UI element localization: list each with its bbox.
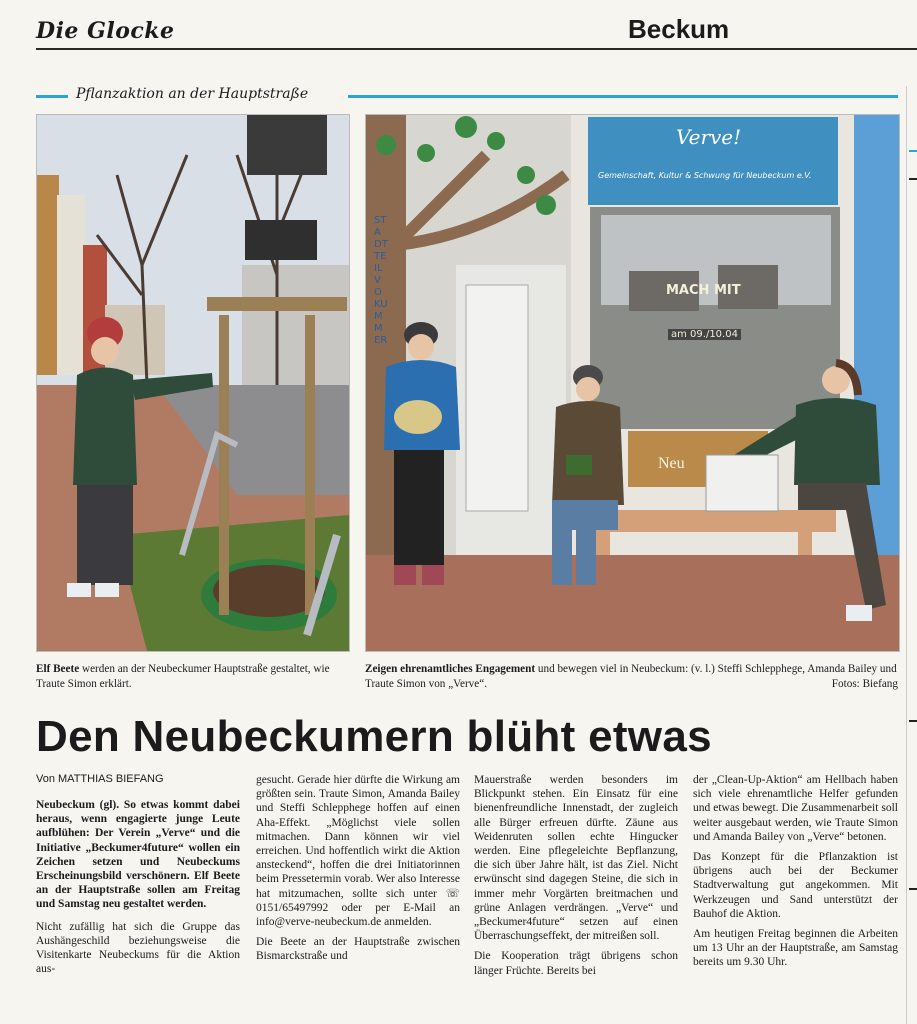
poster-mach-mit: MACH MIT — [666, 283, 741, 298]
section-title: Beckum — [628, 14, 730, 44]
sign-subtitle: Gemeinschaft, Kultur & Schwung für Neubeckum e.V. — [598, 171, 812, 180]
header-rule — [36, 48, 917, 50]
adjacent-column-edge — [906, 86, 917, 1024]
byline: Von MATTHIAS BIEFANG — [36, 773, 164, 785]
adjacent-column-mark — [909, 888, 917, 890]
article-column-3 — [474, 773, 678, 978]
caption-right-bold: Zeigen ehrenamtliches Engagement — [365, 663, 536, 675]
adjacent-column-mark — [909, 150, 917, 152]
poster-date: am 09./10.04 — [668, 329, 741, 340]
caption-left-text: werden an der Neubeckumer Hauptstraße gestaltet, wie Traute Simon erklärt. — [36, 663, 330, 690]
article-paragraph: Die Beete an der Hauptstraße zwischen Bismarckstraße und — [256, 936, 460, 963]
photo-street-planter — [36, 114, 350, 652]
article-paragraph: Die Kooperation trägt übrigens schon länger Früchte. Bereits bei — [474, 950, 678, 977]
street-scene-illustration — [37, 115, 349, 651]
article-paragraph: Mauerstraße werden besonders im Blickpunkt stehen. Ein Einsatz für eine bienenfreundliche Innenstadt, der zugleich alle Bürger erfreuen dürfte. Zäune aus Weidenruten sollen echte Hingucker werden. Eine pflegeleichte Bepflanzung, die sich über Jahre hält, ist das Ziel. Nicht erwünscht sind dagegen Steine, die sich in immer mehr Vorgärten breitmachen und grüne Anlagen verdrängen. „Verve“ und „Beckumer4future“ setzen auf einen Überraschungseffekt, der mitreißen soll. — [474, 774, 678, 943]
article-paragraph: der „Clean-Up-Aktion“ am Hellbach haben sich viele ehrenamtliche Helfer gefunden und etwas bewegt. Die Zusammenarbeit soll weiter ausgebaut werden, wie Traute Simon und Amanda Bailey von „Verve“ betonen. — [693, 774, 898, 843]
newspaper-masthead: Die Glocke — [36, 18, 175, 44]
headline: Den Neubeckumern blüht etwas — [36, 712, 712, 761]
sign-title: Verve! — [676, 125, 742, 149]
article-paragraph: Am heutigen Freitag beginnen die Arbeiten um 13 Uhr an der Hauptstraße, am Samstag bereits um 9.30 Uhr. — [693, 928, 898, 969]
caption-right-text: und bewegen viel in Neubeckum: (v. l.) Steffi Schlepphege, Amanda Bailey und Traute Simon von „Verve“. — [365, 663, 897, 690]
article-column-1 — [36, 798, 240, 976]
kicker-line-right — [348, 95, 898, 98]
adjacent-column-mark — [909, 720, 917, 722]
caption-left — [36, 662, 346, 692]
photo-credit: Fotos: Biefang — [831, 678, 898, 690]
article-column-4 — [693, 773, 898, 970]
article-lead: Neubeckum (gl). So etwas kommt dabei heraus, wenn engagierte junge Leute aufblühen: Der Verein „Verve“ und die Initiative „Beckumer4future“ wollen ein Zeichen setzen und Neubeckums Erscheinungsbild verschönern. Elf Beete an der Hauptstraße sollen am Freitag und Samstag neu gestaltet werden. — [36, 799, 240, 911]
article-column-2 — [256, 773, 460, 964]
caption-left-bold: Elf Beete — [36, 663, 80, 675]
article-paragraph: gesucht. Gerade hier dürfte die Wirkung am größten sein. Traute Simon, Amanda Bailey und Steffi Schlepphege hoffen auf einen Aha-Effekt. „Möglichst viele sollen mitmachen. Dann können wir viel erreichen. Und hoffentlich wirkt die Aktion ansteckend“, hoffen die drei Initiatorinnen beim Pressetermin vorab. Wer also Interesse hat mitzumachen, sollte sich unter ☏ 0151/65497992 oder per E-Mail an info@verve-neubeckum.de anmelden. — [256, 774, 460, 929]
kicker: Pflanzaktion an der Hauptstraße — [72, 86, 312, 102]
wall-vertical-text: STADTTEILVOKUMMER — [374, 215, 388, 346]
article-paragraph: Das Konzept für die Pflanzaktion ist übrigens auch bei der Beckumer Stadtverwaltung gut angekommen. Mit Werkzeugen und Sand unterstützt der Bauhof die Aktion. — [693, 851, 898, 920]
photo-verve-storefront — [365, 114, 900, 652]
bench-sign-text: Neu — [658, 455, 685, 472]
article-paragraph: Nicht zufällig hat sich die Gruppe das Aushängeschild beziehungsweise die Visitenkarte Neubeckums für die Aktion aus- — [36, 920, 240, 976]
kicker-line-left — [36, 95, 68, 98]
adjacent-column-mark — [909, 178, 917, 180]
storefront-illustration — [366, 115, 899, 651]
